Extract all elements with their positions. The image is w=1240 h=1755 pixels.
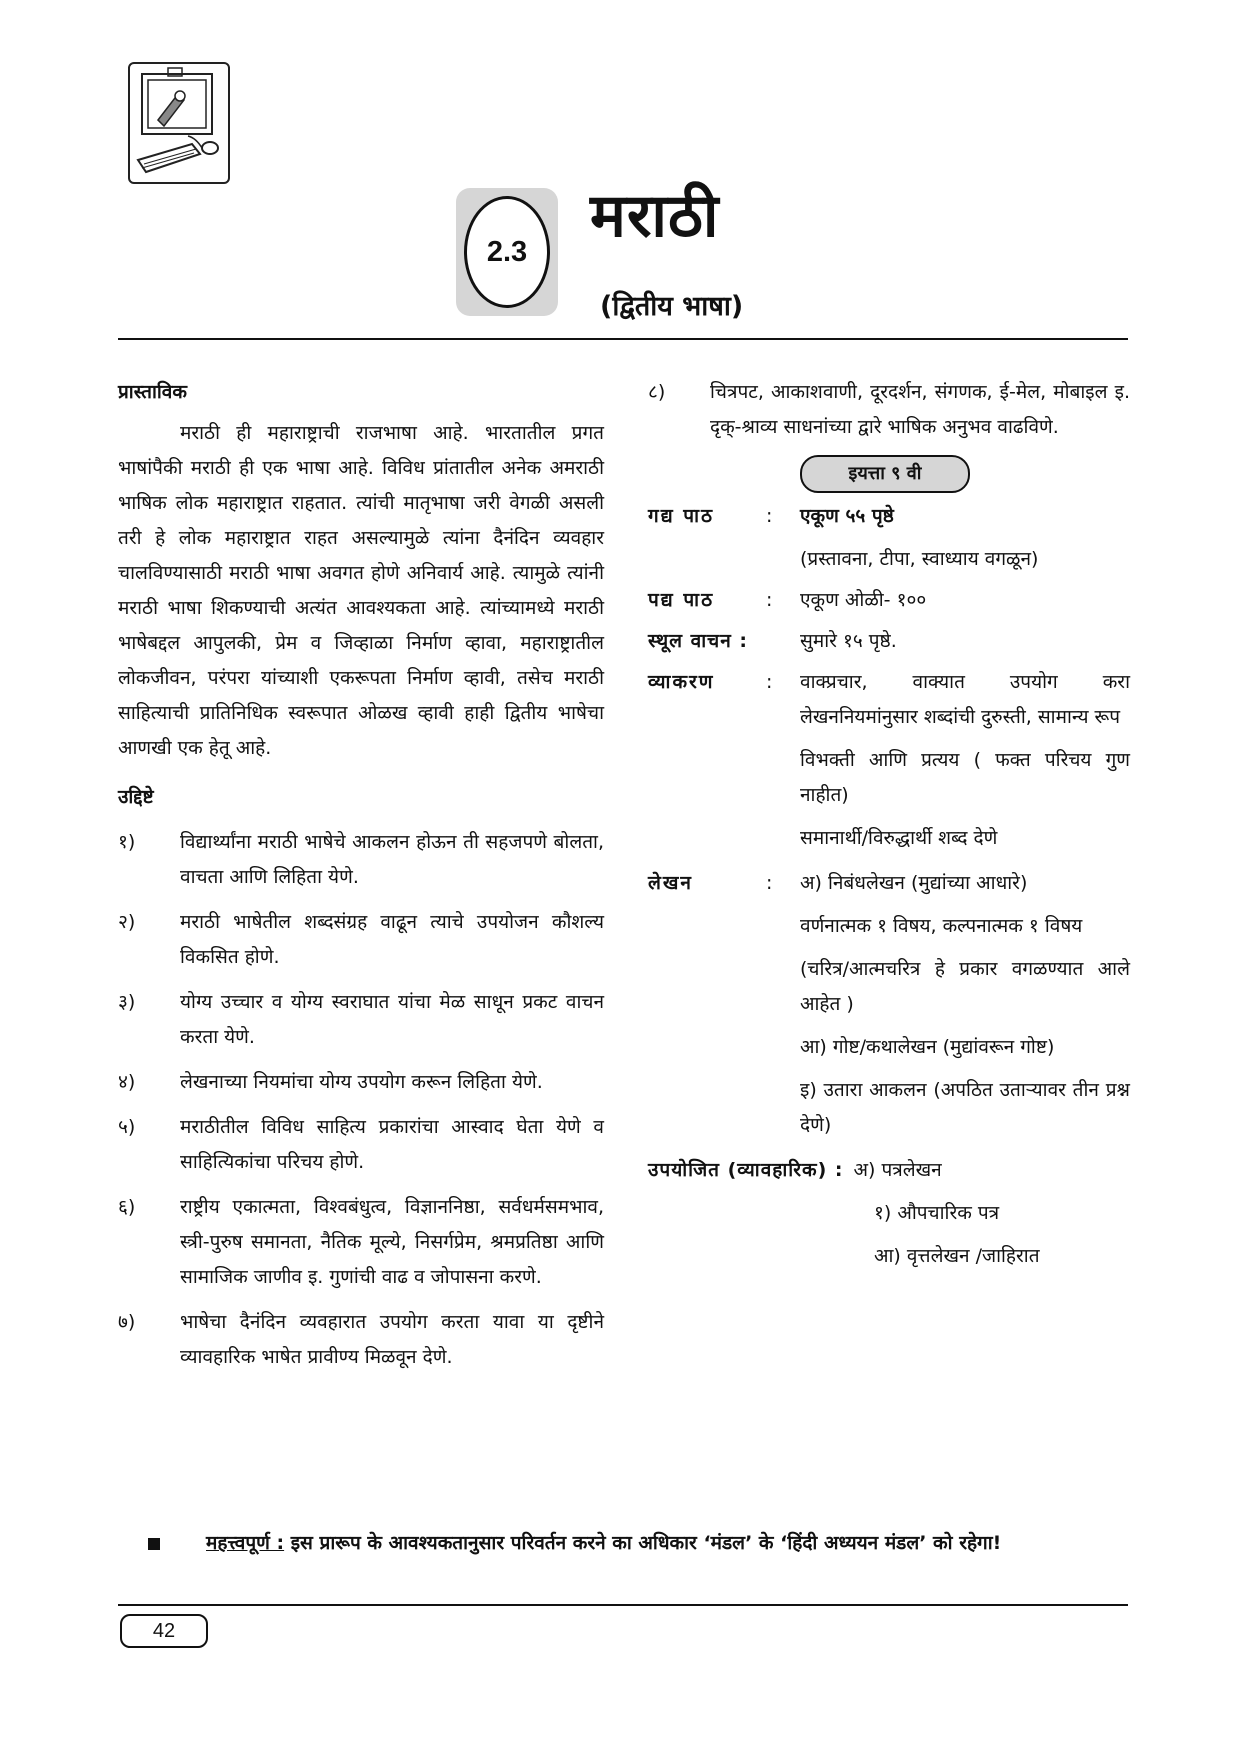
vyakaran-label: व्याकरण: [648, 671, 715, 693]
objective-text: चित्रपट, आकाशवाणी, दूरदर्शन, संगणक, ई-मेल, मोबाइल इ. दृक्-श्राव्य साधनांच्या द्वारे भाषिक अनुभव वाढविणे.: [710, 381, 1130, 438]
objectives-heading: उद्दिष्टे: [118, 786, 154, 808]
intro-paragraph: मराठी ही महाराष्ट्राची राजभाषा आहे. भारतातील प्रगत भाषांपैकी मराठी ही एक भाषा आहे. विविध प्रांतातील अनेक अमराठी भाषिक लोक महाराष्ट्रात राहतात. त्यांची मातृभाषा जरी वेगळी असली तरी हे लोक महाराष्ट्रात राहत असल्यामुळे त्यांना दैनंदिन व्यवहार चालविण्यासाठी मराठी भाषा अवगत होणे अनिवार्य आहे. त्यामुळे त्यांनी मराठी भाषा शिकण्याची अत्यंत आवश्यकता आहे. त्यांच्यामध्ये मराठी भाषेबद्दल आपुलकी, प्रेम व जिव्हाळा निर्माण व्हावा, महाराष्ट्रातील लोकजीवन, परंपरा यांच्याशी एकरूपता निर्माण व्हावी, तसेच मराठी साहित्याची प्रातिनिधिक स्वरूपात ओळख व्हावी हाही द्वितीय भाषेचा आणखी एक हेतू आहे.: [118, 422, 604, 759]
upayojit-line: आ) वृत्तलेखन /जाहिरात: [874, 1245, 1040, 1267]
upayojit-line: अ) पत्रलेखन: [853, 1159, 942, 1181]
objective-item: [118, 1305, 604, 1375]
objective-number: ५): [118, 1116, 136, 1138]
grade-badge: इयत्ता ९ वी: [800, 455, 970, 493]
syllabus-row-upayojit: [648, 1153, 1130, 1188]
section-number-badge: [456, 188, 558, 316]
important-note: [148, 1528, 1098, 1558]
objective-item: [648, 375, 1130, 445]
objective-text: योग्य उच्चार व योग्य स्वराघात यांचा मेळ साधून प्रकट वाचन करता येणे.: [180, 991, 604, 1048]
vyakaran-line: विभक्ती आणि प्रत्यय ( फक्त परिचय गुण नाहीत): [800, 749, 1130, 806]
syllabus-row-lekhan: [648, 866, 1130, 901]
vyakaran-line: समानार्थी/विरुद्धार्थी शब्द देणे: [800, 827, 998, 849]
syllabus-row-gadya: [648, 499, 1130, 534]
intro-heading: प्रास्ताविक: [118, 381, 187, 403]
padya-value: एकूण ओळी- १००: [800, 589, 927, 611]
bullet-square-icon: [148, 1538, 160, 1550]
lekhan-line: (चरित्र/आत्मचरित्र हे प्रकार वगळण्यात आले आहेत ): [800, 958, 1130, 1015]
objective-number: ४): [118, 1071, 136, 1093]
page-subtitle: (द्वितीय भाषा): [600, 291, 744, 322]
page-title: मराठी: [590, 181, 720, 251]
lekhan-line: इ) उतारा आकलन (अपठित उताऱ्यावर तीन प्रश्न देणे): [800, 1079, 1130, 1136]
upayojit-line: १) औपचारिक पत्र: [874, 1202, 1000, 1224]
objective-item: [118, 1190, 604, 1295]
objective-item: [118, 825, 604, 895]
row-colon: :: [766, 505, 773, 527]
objective-number: २): [118, 911, 136, 933]
sthool-value: सुमारे १५ पृष्ठे.: [800, 630, 897, 652]
row-colon: :: [766, 872, 773, 894]
objective-text: राष्ट्रीय एकात्मता, विश्वबंधुत्व, विज्ञाननिष्ठा, सर्वधर्मसमभाव, स्त्री-पुरुष समानता, नैतिक मूल्ये, निसर्गप्रेम, श्रमप्रतिष्ठा आणि सामाजिक जाणीव इ. गुणांची वाढ व जोपासना करणे.: [180, 1196, 604, 1288]
gadya-value: एकूण ५५ पृष्ठे: [800, 505, 894, 527]
objective-text: मराठी भाषेतील शब्दसंग्रह वाढून त्याचे उपयोजन कौशल्य विकसित होणे.: [180, 911, 604, 968]
page-number: 42: [120, 1614, 208, 1648]
lekhan-line: आ) गोष्ट/कथालेखन (मुद्यांवरून गोष्ट): [800, 1036, 1055, 1058]
sthool-label: स्थूल वाचन :: [648, 630, 748, 652]
objective-item: [118, 985, 604, 1055]
lekhan-line: वर्णनात्मक १ विषय, कल्पनात्मक १ विषय: [800, 915, 1083, 937]
objective-number: ७): [118, 1311, 136, 1333]
objective-item: [118, 1110, 604, 1180]
lekhan-line: अ) निबंधलेखन (मुद्यांच्या आधारे): [800, 872, 1028, 894]
header-divider: [118, 338, 1128, 340]
section-number: 2.3: [464, 196, 550, 308]
objective-number: ८): [648, 381, 666, 403]
right-column: [648, 375, 1130, 1274]
objective-item: [118, 1065, 604, 1100]
padya-label: पद्य पाठ: [648, 589, 715, 611]
gadya-note: (प्रस्तावना, टीपा, स्वाध्याय वगळून): [800, 548, 1039, 570]
note-text: इस प्रारूप के आवश्यकतानुसार परिवर्तन करने का अधिकार ‘मंडल’ के ‘हिंदी अध्ययन मंडल’ को रहेगा!: [290, 1532, 1002, 1554]
syllabus-row-sthool: [648, 624, 1130, 659]
vyakaran-line: वाक्प्रचार, वाक्यात उपयोग करा लेखननियमांनुसार शब्दांची दुरुस्ती, सामान्य रूप: [800, 671, 1130, 728]
row-colon: :: [766, 671, 773, 693]
objective-number: १): [118, 831, 136, 853]
objective-text: लेखनाच्या नियमांचा योग्य उपयोग करून लिहिता येणे.: [180, 1071, 543, 1093]
logo-computer-icon: [128, 62, 230, 184]
footer-divider: [118, 1604, 1128, 1606]
objective-text: मराठीतील विविध साहित्य प्रकारांचा आस्वाद घेता येणे व साहित्यिकांचा परिचय होणे.: [180, 1116, 604, 1173]
gadya-label: गद्य पाठ: [648, 505, 715, 527]
row-colon: :: [766, 589, 773, 611]
syllabus-row-padya: [648, 583, 1130, 618]
objective-text: विद्यार्थ्यांना मराठी भाषेचे आकलन होऊन ती सहजपणे बोलता, वाचता आणि लिहिता येणे.: [180, 831, 604, 888]
objective-text: भाषेचा दैनंदिन व्यवहारात उपयोग करता यावा या दृष्टीने व्यावहारिक भाषेत प्रावीण्य मिळवून देणे.: [180, 1311, 604, 1368]
objective-number: ३): [118, 991, 136, 1013]
lekhan-label: लेखन: [648, 872, 693, 894]
syllabus-row-vyakaran: [648, 665, 1130, 735]
note-keyword: महत्त्वपूर्ण :: [206, 1532, 285, 1554]
upayojit-label: उपयोजित (व्यावहारिक) :: [648, 1159, 844, 1181]
objective-item: [118, 905, 604, 975]
left-column: [118, 375, 604, 1375]
objective-number: ६): [118, 1196, 136, 1218]
